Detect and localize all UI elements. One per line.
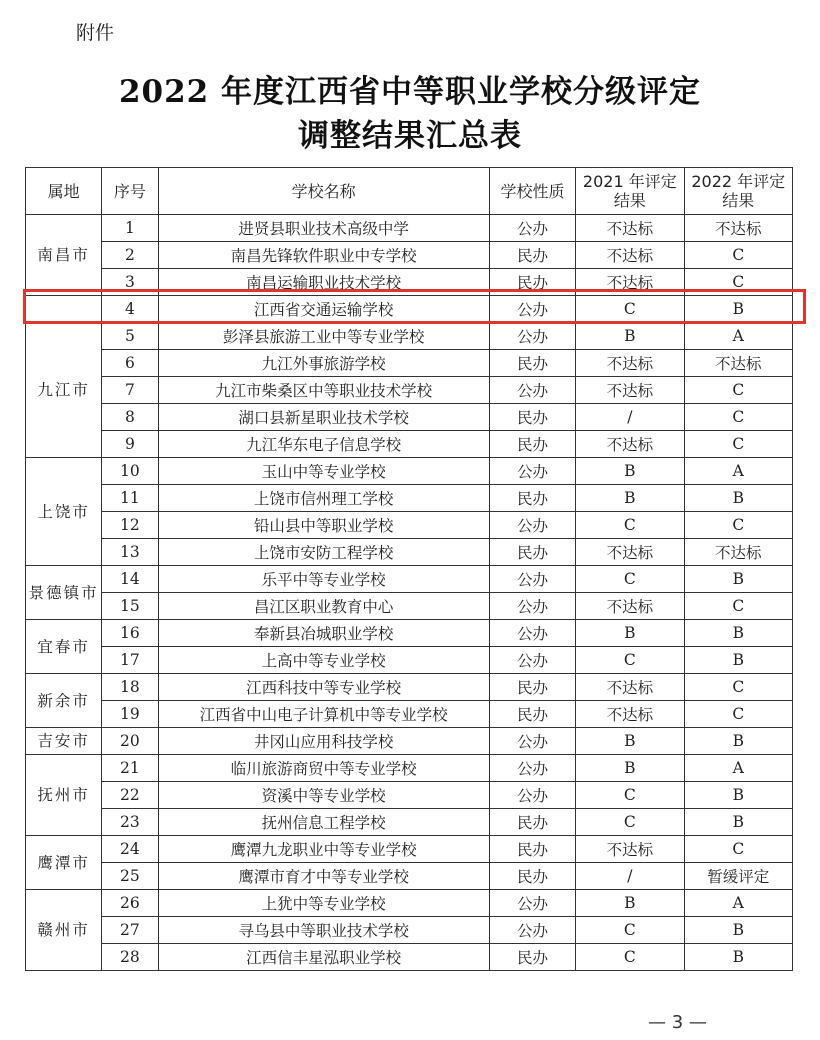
table-row xyxy=(26,242,793,269)
school-nature-cell: 公办 xyxy=(489,917,575,944)
result-2022-cell: C xyxy=(684,836,792,863)
table-row xyxy=(26,593,793,620)
row-number-cell: 28 xyxy=(102,944,158,971)
table-row xyxy=(26,539,793,566)
row-number-cell: 6 xyxy=(102,350,158,377)
table-header-row xyxy=(26,168,793,215)
document-title-line1: 2022 年度江西省中等职业学校分级评定 xyxy=(118,74,702,110)
row-number-cell: 3 xyxy=(102,269,158,296)
result-2021-cell: B xyxy=(576,755,684,782)
school-name-cell: 上饶市安防工程学校 xyxy=(158,539,489,566)
school-nature-cell: 公办 xyxy=(489,728,575,755)
result-2021-cell: B xyxy=(576,458,684,485)
result-2022-cell: C xyxy=(684,431,792,458)
school-name-cell: 南昌先锋软件职业中专学校 xyxy=(158,242,489,269)
row-number-cell: 18 xyxy=(102,674,158,701)
region-cell: 抚州市 xyxy=(26,755,102,836)
table-row xyxy=(26,296,793,323)
region-cell: 吉安市 xyxy=(26,728,102,755)
school-name-cell: 寻乌县中等职业技术学校 xyxy=(158,917,489,944)
table-row xyxy=(26,647,793,674)
result-2021-cell: B xyxy=(576,323,684,350)
school-nature-cell: 民办 xyxy=(489,674,575,701)
result-2022-cell: B xyxy=(684,728,792,755)
region-cell: 鹰潭市 xyxy=(26,836,102,890)
school-nature-cell: 公办 xyxy=(489,458,575,485)
header-region: 属地 xyxy=(26,168,102,215)
row-number-cell: 25 xyxy=(102,863,158,890)
header-name: 学校名称 xyxy=(158,168,489,215)
result-2021-cell: B xyxy=(576,620,684,647)
school-nature-cell: 民办 xyxy=(489,701,575,728)
result-2021-cell: C xyxy=(576,944,684,971)
row-number-cell: 17 xyxy=(102,647,158,674)
result-2021-cell: 不达标 xyxy=(576,242,684,269)
table-row xyxy=(26,782,793,809)
result-2021-cell: C xyxy=(576,512,684,539)
results-table xyxy=(25,167,793,971)
result-2022-cell: C xyxy=(684,377,792,404)
school-name-cell: 临川旅游商贸中等专业学校 xyxy=(158,755,489,782)
school-name-cell: 乐平中等专业学校 xyxy=(158,566,489,593)
result-2022-cell: A xyxy=(684,755,792,782)
row-number-cell: 21 xyxy=(102,755,158,782)
result-2022-cell: B xyxy=(684,917,792,944)
result-2022-cell: 不达标 xyxy=(684,539,792,566)
row-number-cell: 22 xyxy=(102,782,158,809)
result-2022-cell: B xyxy=(684,944,792,971)
table-row xyxy=(26,269,793,296)
region-cell: 宜春市 xyxy=(26,620,102,674)
school-name-cell: 上饶市信州理工学校 xyxy=(158,485,489,512)
result-2021-cell: 不达标 xyxy=(576,377,684,404)
result-2021-cell: 不达标 xyxy=(576,593,684,620)
result-2021-cell: 不达标 xyxy=(576,674,684,701)
result-2022-cell: C xyxy=(684,512,792,539)
result-2021-cell: 不达标 xyxy=(576,269,684,296)
school-nature-cell: 民办 xyxy=(489,863,575,890)
school-nature-cell: 公办 xyxy=(489,782,575,809)
table-row xyxy=(26,377,793,404)
school-nature-cell: 民办 xyxy=(489,350,575,377)
row-number-cell: 9 xyxy=(102,431,158,458)
table-row xyxy=(26,485,793,512)
table-row xyxy=(26,323,793,350)
result-2021-cell: C xyxy=(576,296,684,323)
result-2021-cell: / xyxy=(576,863,684,890)
result-2021-cell: 不达标 xyxy=(576,431,684,458)
result-2021-cell: 不达标 xyxy=(576,701,684,728)
header-nature: 学校性质 xyxy=(489,168,575,215)
row-number-cell: 26 xyxy=(102,890,158,917)
result-2022-cell: 不达标 xyxy=(684,350,792,377)
school-name-cell: 奉新县冶城职业学校 xyxy=(158,620,489,647)
school-nature-cell: 公办 xyxy=(489,323,575,350)
result-2021-cell: C xyxy=(576,782,684,809)
result-2022-cell: C xyxy=(684,242,792,269)
row-number-cell: 7 xyxy=(102,377,158,404)
table-row xyxy=(26,809,793,836)
school-name-cell: 南昌运输职业技术学校 xyxy=(158,269,489,296)
school-nature-cell: 公办 xyxy=(489,377,575,404)
table-row xyxy=(26,755,793,782)
result-2022-cell: C xyxy=(684,701,792,728)
result-2022-cell: B xyxy=(684,782,792,809)
region-cell xyxy=(26,296,102,323)
school-nature-cell: 民办 xyxy=(489,404,575,431)
result-2021-cell: 不达标 xyxy=(576,215,684,242)
school-nature-cell: 公办 xyxy=(489,890,575,917)
result-2022-cell: B xyxy=(684,620,792,647)
school-name-cell: 江西科技中等专业学校 xyxy=(158,674,489,701)
row-number-cell: 20 xyxy=(102,728,158,755)
school-nature-cell: 公办 xyxy=(489,215,575,242)
header-2021-result: 2021 年评定结果 xyxy=(576,168,684,215)
school-name-cell: 上高中等专业学校 xyxy=(158,647,489,674)
table-row xyxy=(26,728,793,755)
result-2021-cell: 不达标 xyxy=(576,539,684,566)
document-title-line2: 调整结果汇总表 xyxy=(298,118,522,154)
result-2022-cell: C xyxy=(684,269,792,296)
table-row xyxy=(26,620,793,647)
result-2021-cell: B xyxy=(576,890,684,917)
school-nature-cell: 公办 xyxy=(489,620,575,647)
header-num: 序号 xyxy=(102,168,158,215)
row-number-cell: 13 xyxy=(102,539,158,566)
header-2022-result: 2022 年评定结果 xyxy=(684,168,792,215)
school-name-cell: 江西信丰星泓职业学校 xyxy=(158,944,489,971)
row-number-cell: 12 xyxy=(102,512,158,539)
attachment-label: 附件 xyxy=(76,22,115,44)
row-number-cell: 14 xyxy=(102,566,158,593)
school-nature-cell: 民办 xyxy=(489,485,575,512)
table-row xyxy=(26,890,793,917)
row-number-cell: 16 xyxy=(102,620,158,647)
result-2022-cell: B xyxy=(684,566,792,593)
row-number-cell: 27 xyxy=(102,917,158,944)
row-number-cell: 4 xyxy=(102,296,158,323)
table-row xyxy=(26,863,793,890)
school-nature-cell: 民办 xyxy=(489,431,575,458)
school-nature-cell: 公办 xyxy=(489,566,575,593)
table-body xyxy=(26,215,793,971)
school-nature-cell: 公办 xyxy=(489,296,575,323)
result-2022-cell: B xyxy=(684,296,792,323)
school-nature-cell: 民办 xyxy=(489,836,575,863)
result-2022-cell: B xyxy=(684,647,792,674)
row-number-cell: 1 xyxy=(102,215,158,242)
school-nature-cell: 民办 xyxy=(489,809,575,836)
school-name-cell: 彭泽县旅游工业中等专业学校 xyxy=(158,323,489,350)
school-nature-cell: 公办 xyxy=(489,593,575,620)
result-2021-cell: C xyxy=(576,917,684,944)
region-cell: 新余市 xyxy=(26,674,102,728)
school-nature-cell: 民办 xyxy=(489,539,575,566)
table-row xyxy=(26,566,793,593)
table-row xyxy=(26,917,793,944)
result-2022-cell: C xyxy=(684,593,792,620)
school-name-cell: 抚州信息工程学校 xyxy=(158,809,489,836)
row-number-cell: 23 xyxy=(102,809,158,836)
table-row xyxy=(26,836,793,863)
school-nature-cell: 公办 xyxy=(489,647,575,674)
table-row xyxy=(26,215,793,242)
result-2021-cell: / xyxy=(576,404,684,431)
table-row xyxy=(26,404,793,431)
result-2021-cell: B xyxy=(576,728,684,755)
school-nature-cell: 公办 xyxy=(489,755,575,782)
result-2021-cell: C xyxy=(576,566,684,593)
school-name-cell: 井冈山应用科技学校 xyxy=(158,728,489,755)
result-2022-cell: B xyxy=(684,809,792,836)
school-nature-cell: 民办 xyxy=(489,242,575,269)
region-cell: 赣州市 xyxy=(26,890,102,971)
school-name-cell: 九江市柴桑区中等职业技术学校 xyxy=(158,377,489,404)
school-nature-cell: 民办 xyxy=(489,944,575,971)
school-nature-cell: 民办 xyxy=(489,269,575,296)
result-2021-cell: B xyxy=(576,485,684,512)
table-row xyxy=(26,512,793,539)
table-row xyxy=(26,350,793,377)
school-name-cell: 资溪中等专业学校 xyxy=(158,782,489,809)
result-2022-cell: A xyxy=(684,323,792,350)
result-2022-cell: 不达标 xyxy=(684,215,792,242)
school-name-cell: 进贤县职业技术高级中学 xyxy=(158,215,489,242)
school-nature-cell: 公办 xyxy=(489,512,575,539)
result-2022-cell: A xyxy=(684,890,792,917)
row-number-cell: 15 xyxy=(102,593,158,620)
result-2021-cell: 不达标 xyxy=(576,836,684,863)
school-name-cell: 九江华东电子信息学校 xyxy=(158,431,489,458)
page-number: — 3 — xyxy=(648,1012,707,1033)
result-2022-cell: 暂缓评定 xyxy=(684,863,792,890)
result-2022-cell: C xyxy=(684,404,792,431)
row-number-cell: 2 xyxy=(102,242,158,269)
table-row xyxy=(26,701,793,728)
region-cell: 上饶市 xyxy=(26,458,102,566)
school-name-cell: 鹰潭九龙职业中等专业学校 xyxy=(158,836,489,863)
school-name-cell: 江西省交通运输学校 xyxy=(158,296,489,323)
school-name-cell: 九江外事旅游学校 xyxy=(158,350,489,377)
row-number-cell: 24 xyxy=(102,836,158,863)
region-cell: 景德镇市 xyxy=(26,566,102,620)
row-number-cell: 19 xyxy=(102,701,158,728)
row-number-cell: 10 xyxy=(102,458,158,485)
result-2022-cell: A xyxy=(684,458,792,485)
row-number-cell: 5 xyxy=(102,323,158,350)
result-2021-cell: 不达标 xyxy=(576,350,684,377)
school-name-cell: 铅山县中等职业学校 xyxy=(158,512,489,539)
row-number-cell: 8 xyxy=(102,404,158,431)
school-name-cell: 鹰潭市育才中等专业学校 xyxy=(158,863,489,890)
school-name-cell: 湖口县新星职业技术学校 xyxy=(158,404,489,431)
school-name-cell: 玉山中等专业学校 xyxy=(158,458,489,485)
result-2022-cell: B xyxy=(684,485,792,512)
table-row xyxy=(26,458,793,485)
region-cell: 九江市 xyxy=(26,323,102,458)
table-row xyxy=(26,674,793,701)
region-cell: 南昌市 xyxy=(26,215,102,296)
school-name-cell: 昌江区职业教育中心 xyxy=(158,593,489,620)
school-name-cell: 上犹中等专业学校 xyxy=(158,890,489,917)
school-name-cell: 江西省中山电子计算机中等专业学校 xyxy=(158,701,489,728)
row-number-cell: 11 xyxy=(102,485,158,512)
result-2021-cell: C xyxy=(576,809,684,836)
result-2021-cell: C xyxy=(576,647,684,674)
table-row xyxy=(26,431,793,458)
result-2022-cell: C xyxy=(684,674,792,701)
table-row xyxy=(26,944,793,971)
